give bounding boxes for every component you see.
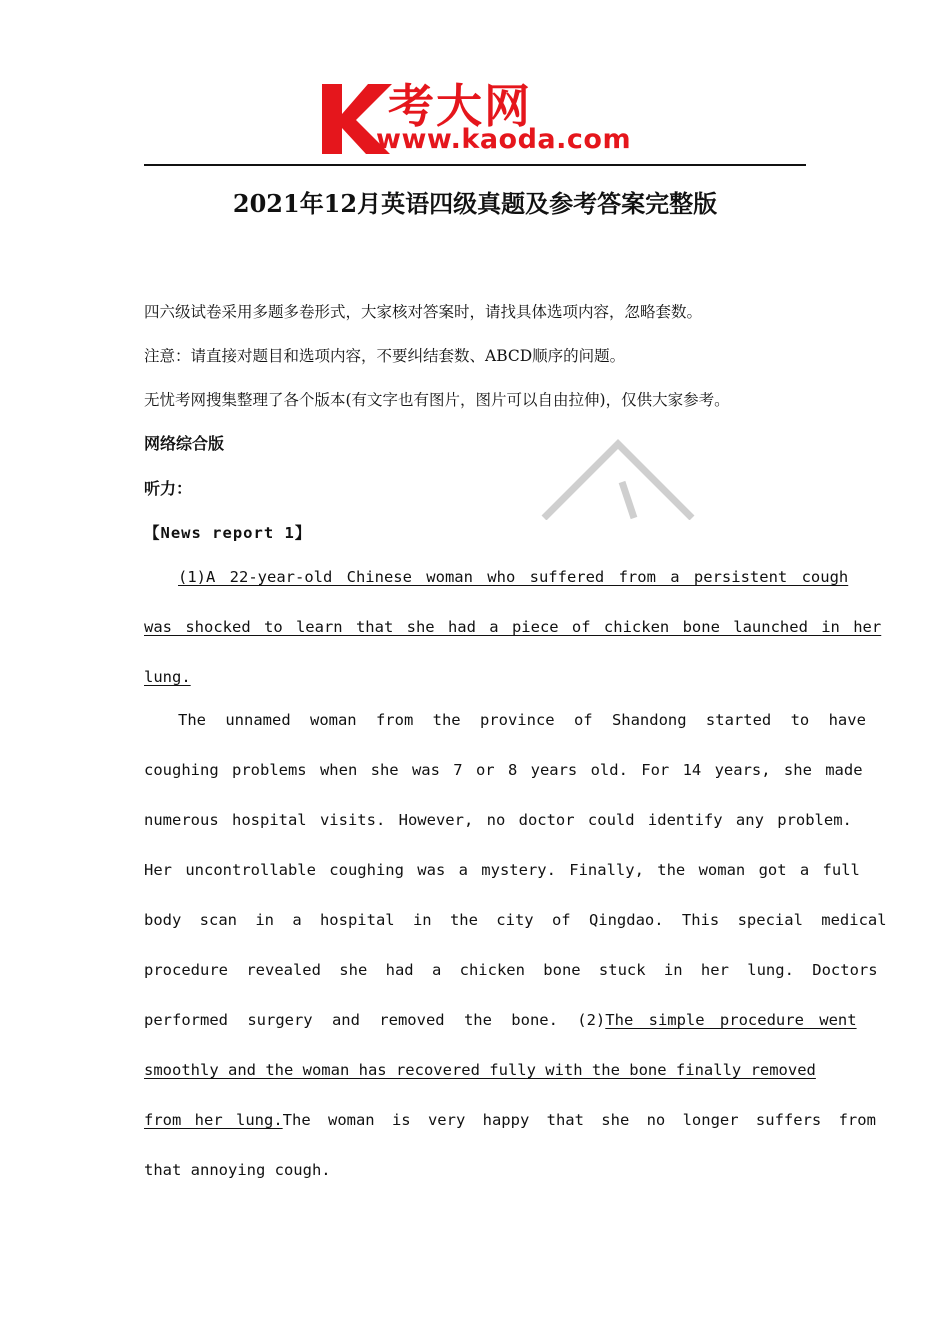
tail-line — [144, 1109, 876, 1131]
mixed-line — [144, 1009, 857, 1031]
answer-1-line-3: lung. — [144, 668, 191, 686]
answer-1-line-2: was shocked to learn that she had a piece of chicken bone launched in her — [144, 618, 882, 636]
logo-url-text: www.kaoda.com — [376, 124, 632, 155]
tail-line-plain: The woman is very happy that she no longer suffers from — [282, 1111, 876, 1129]
body-line-3: numerous hospital visits. However, no doctor could identify any problem. — [144, 811, 852, 829]
body-line-2: coughing problems when she was 7 or 8 years old. For 14 years, she made — [144, 761, 863, 779]
answer-2-end: from her lung. — [144, 1111, 283, 1129]
body-line-6: procedure revealed she had a chicken bone stuck in her lung. Doctors — [144, 961, 878, 979]
answer-1-line-1: (1)A 22-year-old Chinese woman who suffered from a persistent cough — [178, 568, 849, 586]
mixed-line-plain: performed surgery and removed the bone. (2) — [144, 1011, 606, 1029]
listening-label: 听力： — [144, 479, 193, 498]
answer-2-start: The simple procedure went — [605, 1011, 857, 1029]
logo-brand-text: 考大网 — [388, 79, 532, 133]
page-title: 2021年12月英语四级真题及参考答案完整版 — [232, 189, 718, 218]
body-last-line: that annoying cough. — [144, 1161, 331, 1179]
body-line-5: body scan in a hospital in the city of Qingdao. This special medical — [144, 911, 887, 929]
section-header: 【News report 1】 — [144, 524, 312, 542]
body-line-4: Her uncontrollable coughing was a mystery. Finally, the woman got a full — [144, 861, 860, 879]
body-line-1: The unnamed woman from the province of Shandong started to have — [178, 711, 866, 729]
intro-line-1: 四六级试卷采用多题多卷形式，大家核对答案时，请找具体选项内容，忽略套数。 — [144, 303, 703, 321]
intro-line-2: 注意：请直接对题目和选项内容，不要纠结套数、ABCD顺序的问题。 — [144, 347, 626, 365]
header-divider — [144, 164, 806, 166]
kaoda-logo[interactable] — [318, 74, 640, 160]
answer-2-line-2: smoothly and the woman has recovered fully with the bone finally removed — [144, 1061, 816, 1079]
version-label: 网络综合版 — [144, 434, 225, 453]
intro-line-3: 无忧考网搜集整理了各个版本(有文字也有图片，图片可以自由拉伸)，仅供大家参考。 — [144, 391, 730, 409]
